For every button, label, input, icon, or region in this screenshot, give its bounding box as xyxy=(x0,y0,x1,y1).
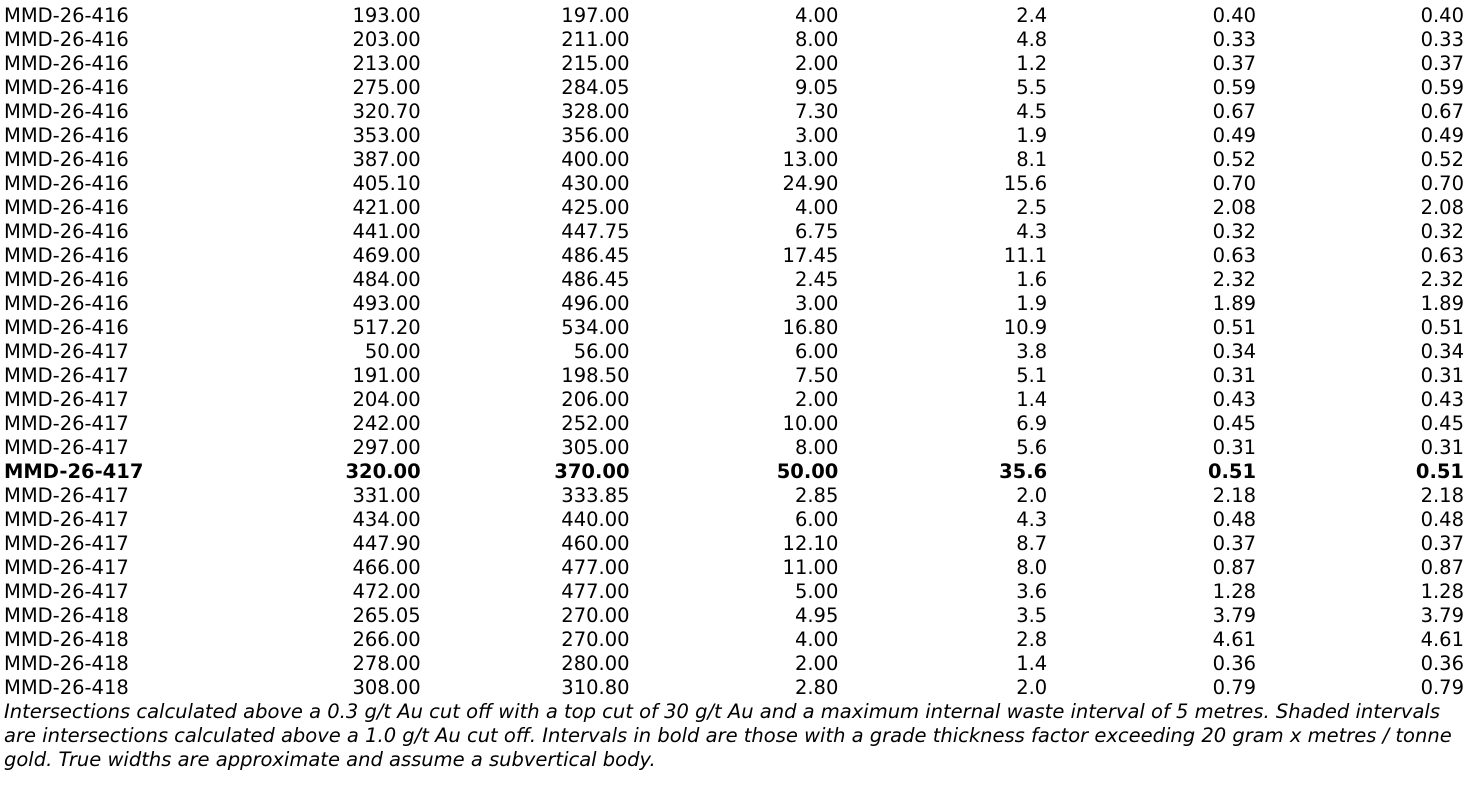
cell-grade: 0.34 xyxy=(1212,340,1257,363)
table-row xyxy=(4,148,1464,172)
cell-grade-cut: 0.34 xyxy=(1420,340,1464,363)
cell-true-width: 8.0 xyxy=(1016,556,1048,579)
cell-interval: 6.00 xyxy=(794,508,839,531)
cell-to: 206.00 xyxy=(561,388,630,411)
cell-interval: 2.45 xyxy=(794,268,839,291)
cell-from: 320.70 xyxy=(352,100,421,123)
cell-grade-cut: 0.37 xyxy=(1420,52,1464,75)
cell-true-width: 11.1 xyxy=(1003,244,1048,267)
cell-grade: 2.08 xyxy=(1212,196,1257,219)
table-row xyxy=(4,340,1464,364)
cell-hole-id: MMD-26-416 xyxy=(4,124,129,147)
cell-hole-id: MMD-26-417 xyxy=(4,484,129,507)
cell-hole-id: MMD-26-417 xyxy=(4,340,129,363)
cell-interval: 13.00 xyxy=(782,148,839,171)
cell-interval: 7.30 xyxy=(794,100,839,123)
cell-to: 477.00 xyxy=(561,556,630,579)
cell-grade: 0.40 xyxy=(1212,4,1257,27)
cell-interval: 12.10 xyxy=(782,532,839,555)
cell-from: 421.00 xyxy=(352,196,421,219)
cell-grade: 0.51 xyxy=(1207,460,1257,483)
cell-to: 486.45 xyxy=(561,244,630,267)
cell-from: 353.00 xyxy=(352,124,421,147)
cell-from: 278.00 xyxy=(352,652,421,675)
cell-interval: 7.50 xyxy=(794,364,839,387)
cell-hole-id: MMD-26-416 xyxy=(4,196,129,219)
cell-hole-id: MMD-26-416 xyxy=(4,28,129,51)
cell-to: 430.00 xyxy=(561,172,630,195)
cell-from: 308.00 xyxy=(352,676,421,699)
cell-from: 203.00 xyxy=(352,28,421,51)
cell-hole-id: MMD-26-418 xyxy=(4,676,129,699)
cell-grade: 0.33 xyxy=(1212,28,1257,51)
cell-interval: 11.00 xyxy=(782,556,839,579)
cell-grade: 0.37 xyxy=(1212,52,1257,75)
cell-hole-id: MMD-26-416 xyxy=(4,148,129,171)
table-row xyxy=(4,52,1464,76)
cell-hole-id: MMD-26-417 xyxy=(4,580,129,603)
cell-grade: 0.59 xyxy=(1212,76,1257,99)
cell-hole-id: MMD-26-416 xyxy=(4,220,129,243)
cell-grade-cut: 0.37 xyxy=(1420,532,1464,555)
table-row xyxy=(4,508,1464,532)
cell-from: 484.00 xyxy=(352,268,421,291)
cell-interval: 17.45 xyxy=(782,244,839,267)
cell-grade: 1.89 xyxy=(1212,292,1257,315)
cell-to: 252.00 xyxy=(561,412,630,435)
cell-grade-cut: 2.18 xyxy=(1420,484,1464,507)
cell-from: 213.00 xyxy=(352,52,421,75)
cell-from: 434.00 xyxy=(352,508,421,531)
cell-true-width: 10.9 xyxy=(1003,316,1048,339)
cell-to: 198.50 xyxy=(561,364,630,387)
cell-from: 331.00 xyxy=(352,484,421,507)
cell-to: 211.00 xyxy=(561,28,630,51)
cell-hole-id: MMD-26-418 xyxy=(4,604,129,627)
cell-true-width: 2.8 xyxy=(1016,628,1048,651)
cell-hole-id: MMD-26-417 xyxy=(4,460,144,483)
cell-grade: 0.51 xyxy=(1212,316,1257,339)
cell-to: 270.00 xyxy=(561,604,630,627)
table-row xyxy=(4,676,1464,700)
cell-from: 517.20 xyxy=(352,316,421,339)
table-row xyxy=(4,460,1464,484)
table-row xyxy=(4,220,1464,244)
table-row xyxy=(4,652,1464,676)
cell-from: 441.00 xyxy=(352,220,421,243)
cell-hole-id: MMD-26-417 xyxy=(4,364,129,387)
cell-grade-cut: 0.31 xyxy=(1420,436,1464,459)
cell-grade-cut: 0.31 xyxy=(1420,364,1464,387)
cell-grade-cut: 0.51 xyxy=(1420,316,1464,339)
cell-interval: 24.90 xyxy=(782,172,839,195)
cell-hole-id: MMD-26-417 xyxy=(4,436,129,459)
cell-true-width: 5.6 xyxy=(1016,436,1048,459)
cell-grade-cut: 0.59 xyxy=(1420,76,1464,99)
drill-results-table xyxy=(4,4,1464,700)
cell-true-width: 2.5 xyxy=(1016,196,1048,219)
cell-grade-cut: 0.33 xyxy=(1420,28,1464,51)
cell-grade-cut: 0.36 xyxy=(1420,652,1464,675)
cell-grade-cut: 0.87 xyxy=(1420,556,1464,579)
cell-true-width: 4.5 xyxy=(1016,100,1048,123)
cell-grade: 0.31 xyxy=(1212,436,1257,459)
cell-hole-id: MMD-26-416 xyxy=(4,100,129,123)
table-row xyxy=(4,412,1464,436)
cell-to: 356.00 xyxy=(561,124,630,147)
cell-hole-id: MMD-26-416 xyxy=(4,292,129,315)
cell-from: 266.00 xyxy=(352,628,421,651)
cell-true-width: 4.3 xyxy=(1016,508,1048,531)
cell-from: 50.00 xyxy=(364,340,421,363)
cell-grade: 3.79 xyxy=(1212,604,1257,627)
cell-true-width: 4.3 xyxy=(1016,220,1048,243)
cell-true-width: 1.4 xyxy=(1016,388,1048,411)
table-body xyxy=(4,4,1464,700)
table-row xyxy=(4,292,1464,316)
cell-hole-id: MMD-26-417 xyxy=(4,412,129,435)
cell-grade-cut: 0.70 xyxy=(1420,172,1464,195)
cell-to: 280.00 xyxy=(561,652,630,675)
cell-true-width: 5.5 xyxy=(1016,76,1048,99)
cell-from: 193.00 xyxy=(352,4,421,27)
cell-grade-cut: 3.79 xyxy=(1420,604,1464,627)
cell-hole-id: MMD-26-416 xyxy=(4,4,129,27)
cell-hole-id: MMD-26-418 xyxy=(4,628,129,651)
cell-grade: 0.87 xyxy=(1212,556,1257,579)
cell-grade: 2.32 xyxy=(1212,268,1257,291)
cell-grade: 0.70 xyxy=(1212,172,1257,195)
cell-grade: 4.61 xyxy=(1212,628,1257,651)
cell-to: 305.00 xyxy=(561,436,630,459)
cell-to: 310.80 xyxy=(561,676,630,699)
cell-grade: 0.48 xyxy=(1212,508,1257,531)
cell-interval: 2.80 xyxy=(794,676,839,699)
cell-grade-cut: 0.32 xyxy=(1420,220,1464,243)
cell-interval: 3.00 xyxy=(794,292,839,315)
cell-grade-cut: 4.61 xyxy=(1420,628,1464,651)
cell-grade-cut: 0.51 xyxy=(1415,460,1464,483)
cell-grade: 1.28 xyxy=(1212,580,1257,603)
cell-true-width: 2.0 xyxy=(1016,484,1048,507)
cell-to: 215.00 xyxy=(561,52,630,75)
cell-to: 447.75 xyxy=(561,220,630,243)
cell-from: 469.00 xyxy=(352,244,421,267)
table-footnote: Intersections calculated above a 0.3 g/t Au cut off with a top cut of 30 g/t Au and a maximum internal waste interval of 5 metres. Shaded intervals are intersections calculated above a 1.0 g/t Au cut off. Intervals in bold are those with a grade thickness factor exceeding 20 gram x metres / tonne gold. True widths are approximate and assume a subvertical body. xyxy=(4,700,1452,771)
cell-true-width: 6.9 xyxy=(1016,412,1048,435)
cell-interval: 2.00 xyxy=(794,388,839,411)
cell-true-width: 1.9 xyxy=(1016,124,1048,147)
cell-grade-cut: 1.89 xyxy=(1420,292,1464,315)
cell-from: 242.00 xyxy=(352,412,421,435)
cell-grade-cut: 0.63 xyxy=(1420,244,1464,267)
cell-to: 496.00 xyxy=(561,292,630,315)
table-row xyxy=(4,604,1464,628)
cell-hole-id: MMD-26-417 xyxy=(4,532,129,555)
cell-grade-cut: 1.28 xyxy=(1420,580,1464,603)
cell-grade: 0.43 xyxy=(1212,388,1257,411)
table-row xyxy=(4,100,1464,124)
cell-to: 328.00 xyxy=(561,100,630,123)
cell-from: 275.00 xyxy=(352,76,421,99)
cell-grade: 0.79 xyxy=(1212,676,1257,699)
table-row xyxy=(4,196,1464,220)
cell-from: 265.05 xyxy=(352,604,421,627)
cell-from: 447.90 xyxy=(352,532,421,555)
cell-from: 466.00 xyxy=(352,556,421,579)
cell-hole-id: MMD-26-417 xyxy=(4,508,129,531)
cell-grade-cut: 2.08 xyxy=(1420,196,1464,219)
cell-interval: 4.00 xyxy=(794,196,839,219)
cell-true-width: 3.6 xyxy=(1016,580,1048,603)
cell-to: 477.00 xyxy=(561,580,630,603)
cell-interval: 2.00 xyxy=(794,52,839,75)
cell-to: 486.45 xyxy=(561,268,630,291)
cell-true-width: 2.0 xyxy=(1016,676,1048,699)
cell-grade-cut: 0.48 xyxy=(1420,508,1464,531)
cell-interval: 8.00 xyxy=(794,436,839,459)
table-row xyxy=(4,316,1464,340)
cell-to: 370.00 xyxy=(554,460,630,483)
table-row xyxy=(4,172,1464,196)
cell-true-width: 1.4 xyxy=(1016,652,1048,675)
cell-true-width: 5.1 xyxy=(1016,364,1048,387)
table-row xyxy=(4,268,1464,292)
cell-from: 405.10 xyxy=(352,172,421,195)
cell-hole-id: MMD-26-416 xyxy=(4,52,129,75)
cell-interval: 9.05 xyxy=(794,76,839,99)
cell-true-width: 3.8 xyxy=(1016,340,1048,363)
cell-hole-id: MMD-26-416 xyxy=(4,76,129,99)
cell-from: 191.00 xyxy=(352,364,421,387)
cell-hole-id: MMD-26-416 xyxy=(4,244,129,267)
cell-grade: 2.18 xyxy=(1212,484,1257,507)
cell-from: 472.00 xyxy=(352,580,421,603)
table-row xyxy=(4,76,1464,100)
table-row xyxy=(4,484,1464,508)
cell-grade-cut: 0.79 xyxy=(1420,676,1464,699)
cell-to: 270.00 xyxy=(561,628,630,651)
cell-true-width: 2.4 xyxy=(1016,4,1048,27)
cell-to: 534.00 xyxy=(561,316,630,339)
cell-grade: 0.31 xyxy=(1212,364,1257,387)
cell-grade: 0.37 xyxy=(1212,532,1257,555)
cell-true-width: 8.1 xyxy=(1016,148,1048,171)
cell-true-width: 3.5 xyxy=(1016,604,1048,627)
cell-grade-cut: 0.40 xyxy=(1420,4,1464,27)
cell-to: 333.85 xyxy=(561,484,630,507)
cell-to: 400.00 xyxy=(561,148,630,171)
cell-interval: 10.00 xyxy=(782,412,839,435)
table-row xyxy=(4,388,1464,412)
cell-grade-cut: 0.45 xyxy=(1420,412,1464,435)
cell-true-width: 15.6 xyxy=(1003,172,1048,195)
table-row xyxy=(4,556,1464,580)
cell-interval: 6.75 xyxy=(794,220,839,243)
cell-interval: 6.00 xyxy=(794,340,839,363)
cell-grade-cut: 0.52 xyxy=(1420,148,1464,171)
cell-grade-cut: 0.67 xyxy=(1420,100,1464,123)
cell-interval: 5.00 xyxy=(794,580,839,603)
table-row xyxy=(4,124,1464,148)
table-row xyxy=(4,628,1464,652)
cell-from: 204.00 xyxy=(352,388,421,411)
table-row xyxy=(4,4,1464,28)
cell-true-width: 35.6 xyxy=(999,460,1048,483)
cell-to: 197.00 xyxy=(561,4,630,27)
cell-hole-id: MMD-26-416 xyxy=(4,172,129,195)
cell-grade-cut: 0.43 xyxy=(1420,388,1464,411)
table-row xyxy=(4,532,1464,556)
cell-true-width: 8.7 xyxy=(1016,532,1048,555)
cell-interval: 2.85 xyxy=(794,484,839,507)
cell-true-width: 4.8 xyxy=(1016,28,1048,51)
cell-from: 320.00 xyxy=(345,460,421,483)
table-row xyxy=(4,580,1464,604)
table-row xyxy=(4,364,1464,388)
cell-interval: 3.00 xyxy=(794,124,839,147)
cell-interval: 4.00 xyxy=(794,4,839,27)
cell-hole-id: MMD-26-416 xyxy=(4,268,129,291)
cell-interval: 4.00 xyxy=(794,628,839,651)
cell-from: 297.00 xyxy=(352,436,421,459)
table-row xyxy=(4,244,1464,268)
cell-grade-cut: 2.32 xyxy=(1420,268,1464,291)
cell-interval: 16.80 xyxy=(782,316,839,339)
table-row xyxy=(4,436,1464,460)
cell-from: 387.00 xyxy=(352,148,421,171)
cell-grade: 0.32 xyxy=(1212,220,1257,243)
cell-to: 56.00 xyxy=(573,340,630,363)
table-row xyxy=(4,28,1464,52)
cell-interval: 8.00 xyxy=(794,28,839,51)
cell-grade-cut: 0.49 xyxy=(1420,124,1464,147)
cell-to: 440.00 xyxy=(561,508,630,531)
cell-hole-id: MMD-26-417 xyxy=(4,388,129,411)
cell-true-width: 1.2 xyxy=(1016,52,1048,75)
cell-grade: 0.63 xyxy=(1212,244,1257,267)
cell-hole-id: MMD-26-417 xyxy=(4,556,129,579)
cell-interval: 2.00 xyxy=(794,652,839,675)
cell-to: 425.00 xyxy=(561,196,630,219)
cell-interval: 50.00 xyxy=(776,460,839,483)
cell-grade: 0.45 xyxy=(1212,412,1257,435)
cell-grade: 0.52 xyxy=(1212,148,1257,171)
cell-to: 284.05 xyxy=(561,76,630,99)
cell-grade: 0.36 xyxy=(1212,652,1257,675)
cell-interval: 4.95 xyxy=(794,604,839,627)
cell-from: 493.00 xyxy=(352,292,421,315)
cell-hole-id: MMD-26-418 xyxy=(4,652,129,675)
cell-grade: 0.49 xyxy=(1212,124,1257,147)
cell-true-width: 1.9 xyxy=(1016,292,1048,315)
cell-grade: 0.67 xyxy=(1212,100,1257,123)
cell-true-width: 1.6 xyxy=(1016,268,1048,291)
cell-hole-id: MMD-26-416 xyxy=(4,316,129,339)
cell-to: 460.00 xyxy=(561,532,630,555)
